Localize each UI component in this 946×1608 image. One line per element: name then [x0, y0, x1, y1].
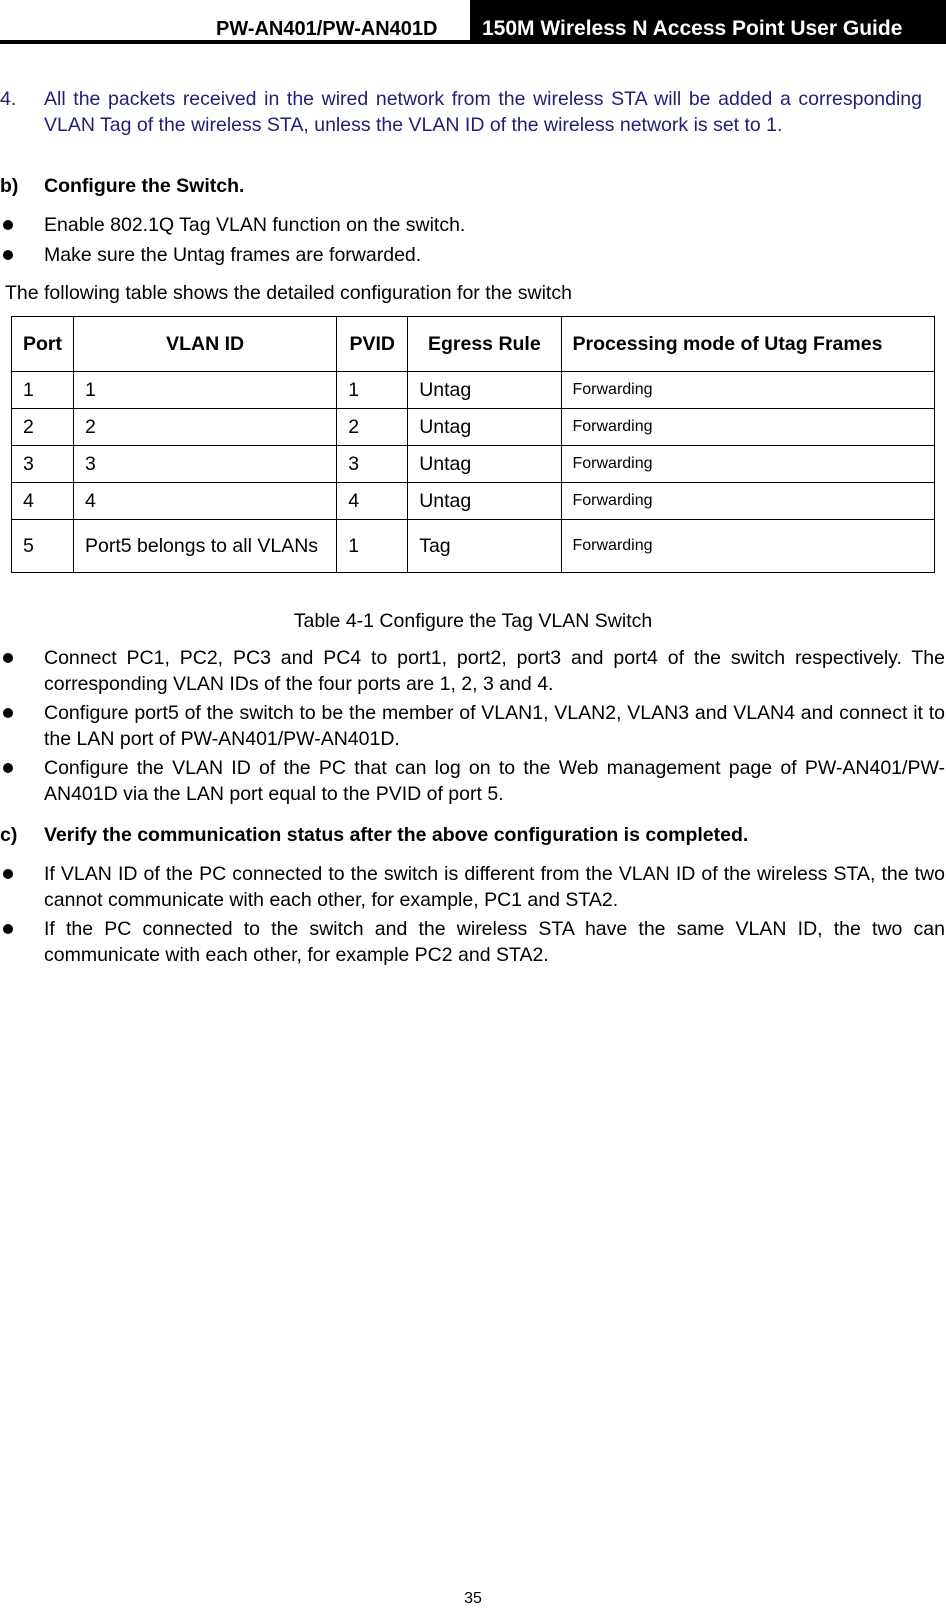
table-row — [12, 483, 935, 520]
bullet-icon — [3, 763, 13, 773]
table-row — [12, 520, 935, 573]
col-header-pvid: PVID — [337, 317, 408, 372]
cell-port: 5 — [12, 520, 74, 573]
section-b-label: b) — [0, 175, 19, 197]
col-header-vlan-id: VLAN ID — [74, 317, 337, 372]
cell-egress-rule: Untag — [408, 446, 561, 483]
bullet-text: Configure port5 of the switch to be the member of VLAN1, VLAN2, VLAN3 and VLAN4 and connect it to the LAN port of PW-AN401/PW-AN401D. — [44, 702, 945, 750]
cell-vlan-id: 4 — [74, 483, 337, 520]
list-item — [0, 700, 946, 752]
table-row — [12, 409, 935, 446]
cell-processing-mode: Forwarding — [561, 446, 935, 483]
list-item — [0, 755, 946, 807]
cell-vlan-id: Port5 belongs to all VLANs — [74, 520, 337, 573]
section-b-heading — [0, 173, 922, 199]
bullet-icon — [3, 220, 13, 230]
step-4-text: All the packets received in the wired network from the wireless STA will be added a corresponding VLAN Tag of the wireless STA, unless the VLAN ID of the wireless network is set to 1. — [44, 88, 922, 136]
cell-port: 1 — [12, 372, 74, 409]
col-header-egress-rule: Egress Rule — [408, 317, 561, 372]
bullet-icon — [3, 653, 13, 663]
col-header-port: Port — [12, 317, 74, 372]
section-c-heading — [0, 822, 922, 848]
bullet-text: Make sure the Untag frames are forwarded. — [44, 244, 422, 266]
list-item — [0, 861, 946, 913]
cell-vlan-id: 2 — [74, 409, 337, 446]
cell-pvid: 1 — [337, 520, 408, 573]
cell-pvid: 3 — [337, 446, 408, 483]
list-item — [0, 212, 946, 238]
page-number: 35 — [464, 1590, 482, 1607]
cell-vlan-id: 1 — [74, 372, 337, 409]
bullet-text: Enable 802.1Q Tag VLAN function on the switch. — [44, 214, 466, 236]
cell-egress-rule: Untag — [408, 372, 561, 409]
col-header-processing-mode: Processing mode of Utag Frames — [561, 317, 935, 372]
cell-processing-mode: Forwarding — [561, 520, 935, 573]
step-4-number: 4. — [0, 88, 17, 110]
list-item — [0, 242, 946, 268]
bullet-icon — [3, 708, 13, 718]
page-header — [0, 0, 946, 44]
table-row — [12, 372, 935, 409]
section-c-label: c) — [0, 824, 18, 846]
bullet-icon — [3, 924, 13, 934]
cell-egress-rule: Untag — [408, 483, 561, 520]
list-item — [0, 645, 946, 697]
cell-pvid: 1 — [337, 372, 408, 409]
section-c-title: Verify the communication status after the above configuration is completed. — [44, 824, 749, 846]
table-row — [12, 446, 935, 483]
cell-egress-rule: Untag — [408, 409, 561, 446]
table-caption: Table 4-1 Configure the Tag VLAN Switch — [293, 610, 653, 632]
cell-processing-mode: Forwarding — [561, 483, 935, 520]
table-intro: The following table shows the detailed configuration for the switch — [5, 282, 572, 304]
cell-port: 4 — [12, 483, 74, 520]
header-model: PW-AN401/PW-AN401D — [216, 18, 438, 40]
bullet-icon — [3, 250, 13, 260]
step-4 — [0, 86, 922, 138]
cell-egress-rule: Tag — [408, 520, 561, 573]
bullet-text: Configure the VLAN ID of the PC that can log on to the Web management page of PW-AN401/PW-AN401D via the LAN port equal to the PVID of port 5. — [44, 757, 945, 805]
cell-processing-mode: Forwarding — [561, 409, 935, 446]
list-item — [0, 916, 946, 968]
table-header-row — [12, 317, 935, 372]
header-rule — [0, 40, 946, 44]
switch-config-table — [11, 316, 935, 573]
bullet-text: If the PC connected to the switch and the wireless STA have the same VLAN ID, the two can communicate with each other, for example PC2 and STA2. — [44, 918, 945, 966]
bullet-icon — [3, 869, 13, 879]
cell-processing-mode: Forwarding — [561, 372, 935, 409]
cell-vlan-id: 3 — [74, 446, 337, 483]
header-title: 150M Wireless N Access Point User Guide — [470, 0, 946, 44]
bullet-text: If VLAN ID of the PC connected to the switch is different from the VLAN ID of the wireless STA, the two cannot communicate with each other, for example, PC1 and STA2. — [44, 863, 945, 911]
cell-port: 3 — [12, 446, 74, 483]
bullet-text: Connect PC1, PC2, PC3 and PC4 to port1, port2, port3 and port4 of the switch respectively. The corresponding VLAN IDs of the four ports are 1, 2, 3 and 4. — [44, 647, 945, 695]
cell-pvid: 2 — [337, 409, 408, 446]
cell-port: 2 — [12, 409, 74, 446]
section-b-title: Configure the Switch. — [44, 175, 245, 197]
cell-pvid: 4 — [337, 483, 408, 520]
